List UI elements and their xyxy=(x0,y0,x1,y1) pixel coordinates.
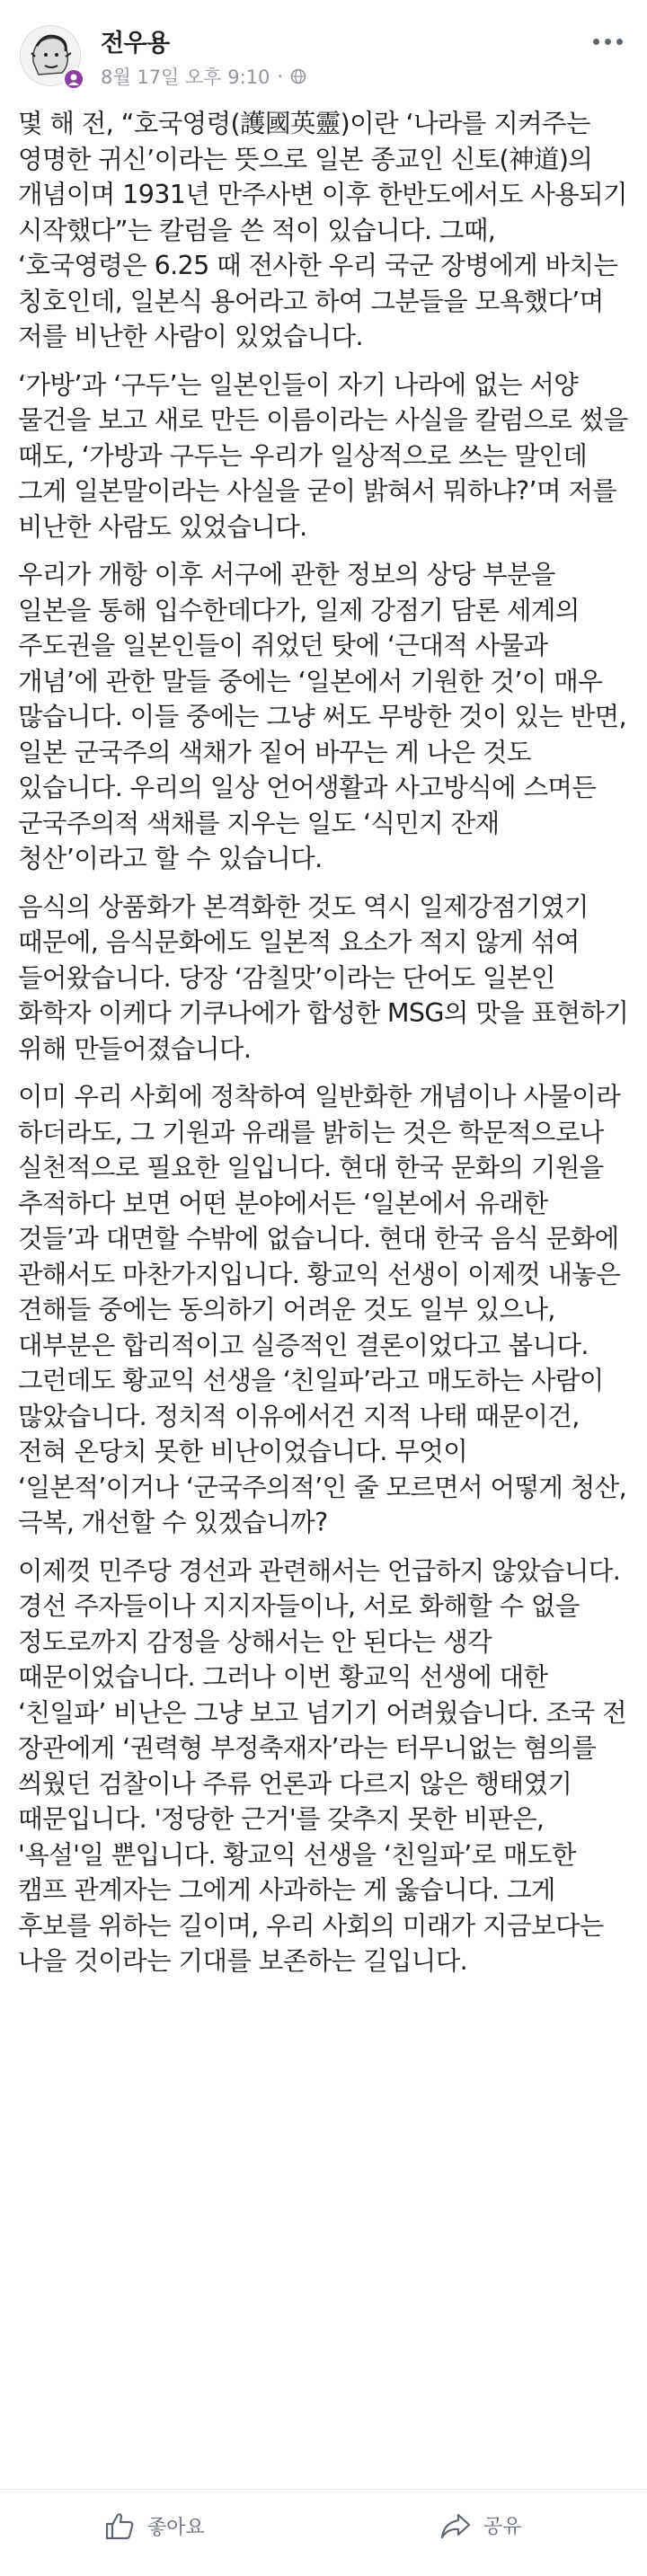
like-label: 좋아요 xyxy=(147,2516,205,2539)
post-paragraph: 이제껏 민주당 경선과 관련해서는 언급하지 않았습니다. 경선 주자들이나 지지자들이나, 서로 화해할 수 없을 정도로까지 감정을 상해서는 안 된다는 생각 때문이었습니다. 그러나 이번 황교익 선생에 대한 ‘친일파’ 비난은 그냥 보고 넘기기 어려웠습니다. 조국 전 장관에게 ‘권력형 부정축재자’라는 터무니없는 혐의를 씌웠던 검찰이나 주류 언론과 다르지 않은 행태였기 때문입니다. '정당한 근거'를 갖추지 못한 비판은, '욕설'일 뿐입니다. 황교익 선생을 ‘친일파’로 매도한 캠프 관계자는 그에게 사과하는 게 옳습니다. 그게 후보를 위하는 길이며, 우리 사회의 미래가 지금보다는 나을 것이라는 기대를 보존하는 길입니다. xyxy=(18,1555,627,1976)
more-options-button[interactable] xyxy=(588,29,627,54)
profile-badge-icon xyxy=(63,68,84,90)
post-paragraph: 음식의 상품화가 본격화한 것도 역시 일제강점기였기 때문에, 음식문화에도 일본적 요소가 적지 않게 섞여 들어왔습니다. 당장 ‘감칠맛’이라는 단어도 일본인 화학자 이케다 기쿠나에가 합성한 MSG의 맛을 표현하기 위해 만들어졌습니다. xyxy=(18,891,629,1064)
share-arrow-icon xyxy=(440,2512,471,2539)
post-actions-bar xyxy=(0,2489,647,2576)
post-body xyxy=(18,106,629,1992)
globe-icon xyxy=(290,68,306,84)
author-name[interactable]: 전우용 xyxy=(101,30,170,58)
post-timestamp[interactable]: 8월 17일 오후 9:10 xyxy=(101,66,270,88)
share-button[interactable] xyxy=(440,2511,522,2539)
like-button[interactable] xyxy=(104,2511,205,2540)
share-label: 공유 xyxy=(483,2516,522,2538)
post-paragraph: 우리가 개항 이후 서구에 관한 정보의 상당 부분을 일본을 통해 입수한데다가, 일제 강점기 담론 세계의 주도권을 일본인들이 쥐었던 탓에 ‘근대적 사물과 개념’에 관한 말들 중에는 ‘일본에서 기원한 것’이 매우 많습니다. 이들 중에는 그냥 써도 무방한 것이 있는 반면, 일본 군국주의 색채가 짙어 바꾸는 게 나은 것도 있습니다. 우리의 일상 언어생활과 사고방식에 스며든 군국주의적 색채를 지우는 일도 ‘식민지 잔재 청산’이라고 할 수 있습니다. xyxy=(18,560,627,873)
post-paragraph: 이미 우리 사회에 정착하여 일반화한 개념이나 사물이라 하더라도, 그 기원과 유래를 밝히는 것은 학문적으로나 실천적으로 필요한 일입니다. 현대 한국 문화의 기원을 추적하다 보면 어떤 분야에서든 ‘일본에서 유래한 것들’과 대면할 수밖에 없습니다. 현대 한국 음식 문화에 관해서도 마찬가지입니다. 황교익 선생이 이제껏 내놓은 견해들 중에는 동의하기 어려운 것도 일부 있으나, 대부분은 합리적이고 실증적인 결론이었다고 봅니다. 그런데도 황교익 선생을 ‘친일파’라고 매도하는 사람이 많았습니다. 정치적 이유에서건 지적 나태 때문이건, 전혀 온당치 못한 비난이었습니다. 무엇이 ‘일본적’이거나 ‘군국주의적’인 줄 모르면서 어떻게 청산, 극복, 개선할 수 있겠습니까? xyxy=(18,1082,627,1537)
more-dot xyxy=(605,39,611,45)
post-paragraph: 몇 해 전, “호국영령(護國英靈)이란 ‘나라를 지켜주는 영명한 귀신’이라는 뜻으로 일본 종교인 신토(神道)의 개념이며 1931년 만주사변 이후 한반도에서도 사용되기 시작했다”는 칼럼을 쓴 적이 있습니다. 그때, ‘호국영령은 6.25 때 전사한 우리 국군 장병에게 바치는 칭호인데, 일본식 용어라고 하여 그분들을 모욕했다’며 저를 비난한 사람이 있었습니다. xyxy=(18,109,627,351)
post-paragraph: ‘가방’과 ‘구두’는 일본인들이 자기 나라에 없는 서양 물건을 보고 새로 만든 이름이라는 사실을 칼럼으로 썼을 때도, ‘가방과 구두는 우리가 일상적으로 쓰는 말인데 그게 일본말이라는 사실을 굳이 밝혀서 뭐하냐?’며 저를 비난한 사람도 있었습니다. xyxy=(18,369,628,542)
thumbs-up-icon xyxy=(104,2511,135,2540)
more-dot xyxy=(616,39,623,45)
post-header xyxy=(0,0,647,108)
more-dots-icon xyxy=(593,39,599,45)
post-meta: 8월 17일 오후 9:10 · xyxy=(101,63,306,90)
